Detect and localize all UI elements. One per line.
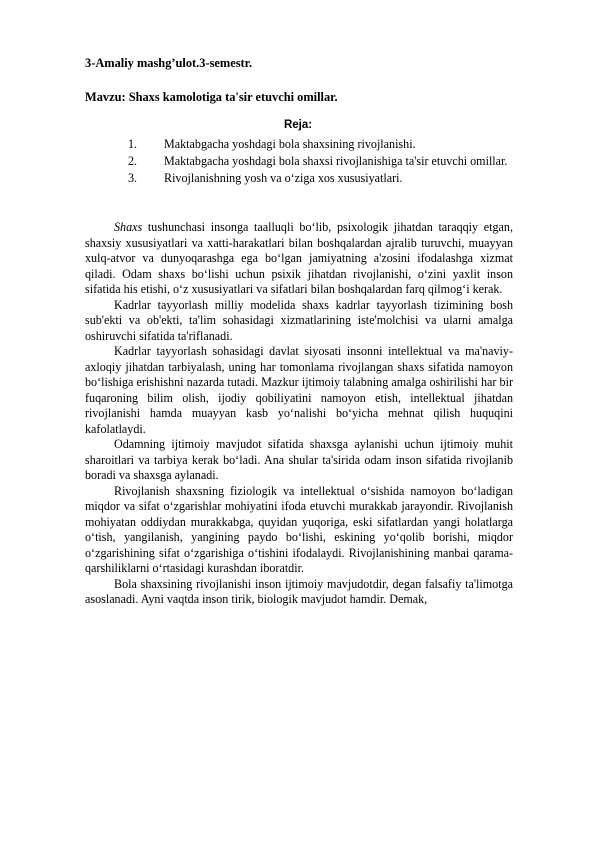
paragraph-kadrlar-model: Kadrlar tayyorlash milliy modelida shaxs kadrlar tayyorlash tizimining bosh sub'ekti va ob'ekti, ta'lim sohasidagi xizmatlarining iste'molchisi va ularni amalga oshiruvchi sifatida ta'riflanadi.: [85, 297, 513, 343]
plan-item: [128, 137, 528, 151]
paragraph-bola-shaxsi: Bola shaxsining rivojlanishi inson ijtimoiy mavjudotdir, degan falsafiy ta'limotga asoslanadi. Ayni vaqtda inson tirik, biologik mavjudot hamdir. Demak,: [85, 576, 513, 606]
term-shaxs: Shaxs: [114, 220, 143, 234]
plan-item: [128, 154, 528, 168]
paragraph-ijtimoiy-muhit: Odamning ijtimoiy mavjudot sifatida shaxsga aylanishi uchun ijtimoiy muhit sharoitlari va tarbiya kerak bo‘ladi. Ana shular ta'sirida odam inson sifatida rivojlanib boradi va shaxsga aylanadi.: [85, 437, 513, 482]
plan-list: [128, 137, 528, 188]
plan-item-number: 2.: [128, 154, 138, 168]
plan-title: Reja:: [283, 119, 313, 131]
topic-heading: Mavzu: Shaxs kamolotiga ta'sir etuvchi omillar.: [85, 90, 338, 104]
plan-item-number: 1.: [128, 137, 138, 151]
paragraph-rivojlanish: Rivojlanish shaxsning fiziologik va intellektual o‘sishida namoyon bo‘ladigan miqdor va sifat o‘zgarishlar mohiyatini ifoda etuvchi murakkab jarayondir. Rivojlanish mohiyatan oddiydan murakkabga, quyidan yuqoriga, eski sifatlardan yangi holatlarga o‘tish, yangilanish, yangining paydo bo‘lishi, eskining yo‘qolib borishi, miqdor o‘zgarishining sifat o‘zgarishiga o‘tishini ifodalaydi. Rivojlanishining manbai qarama-qarshiliklarni o‘rtasidagi kurashdan iboratdir.: [85, 483, 513, 575]
paragraph-shaxs-definition: [85, 220, 513, 298]
plan-item-text: Rivojlanishning yosh va o‘ziga xos xususiyatlari.: [164, 171, 403, 185]
plan-item-number: 3.: [128, 171, 138, 185]
paragraph-davlat-siyosati: Kadrlar tayyorlash sohasidagi davlat siyosati insonni intellektual va ma'naviy-axloqiy jihatdan tarbiyalash, uning har tomonlama rivojlangan shaxs sifatida namoyon bo‘lishiga erishishni nazarda tutadi. Mazkur ijtimoiy talabning amalga oshirilishi har bir fuqaroning bilim olish, ijodiy qobiliyatini namoyon etish, intellektual jihatdan rivojlanishi hamda muayyan kasb yo‘nalishi bo‘yicha mehnat qilish huquqini kafolatlaydi.: [85, 344, 513, 436]
plan-item-text: Maktabgacha yoshdagi bola shaxsi rivojlanishiga ta'sir etuvchi omillar.: [164, 154, 508, 168]
paragraph-text: tushunchasi insonga taalluqli bo‘lib, psixologik jihatdan taraqqiy etgan, shaxsiy xususiyatlari va xatti-harakatlari bilan boshqalardan ajralib turuvchi, muayyan xulq-atvor va dunyoqarashga ega bo‘lgan jamiyatning a'zosini ifodalashga xizmat qiladi. Odam shaxs bo‘lishi uchun psixik jihatdan rivojlanishi, o‘zini yaxlit inson sifatida his etishi, o‘z xususiyatlari va sifatlari bilan boshqalardan farq qilmog‘i kerak.: [85, 220, 513, 296]
plan-item: [128, 171, 528, 185]
body-text: [85, 220, 513, 608]
document-title: 3-Amaliy mashg’ulot.3-semestr.: [85, 56, 253, 70]
plan-item-text: Maktabgacha yoshdagi bola shaxsining rivojlanishi.: [164, 137, 416, 151]
